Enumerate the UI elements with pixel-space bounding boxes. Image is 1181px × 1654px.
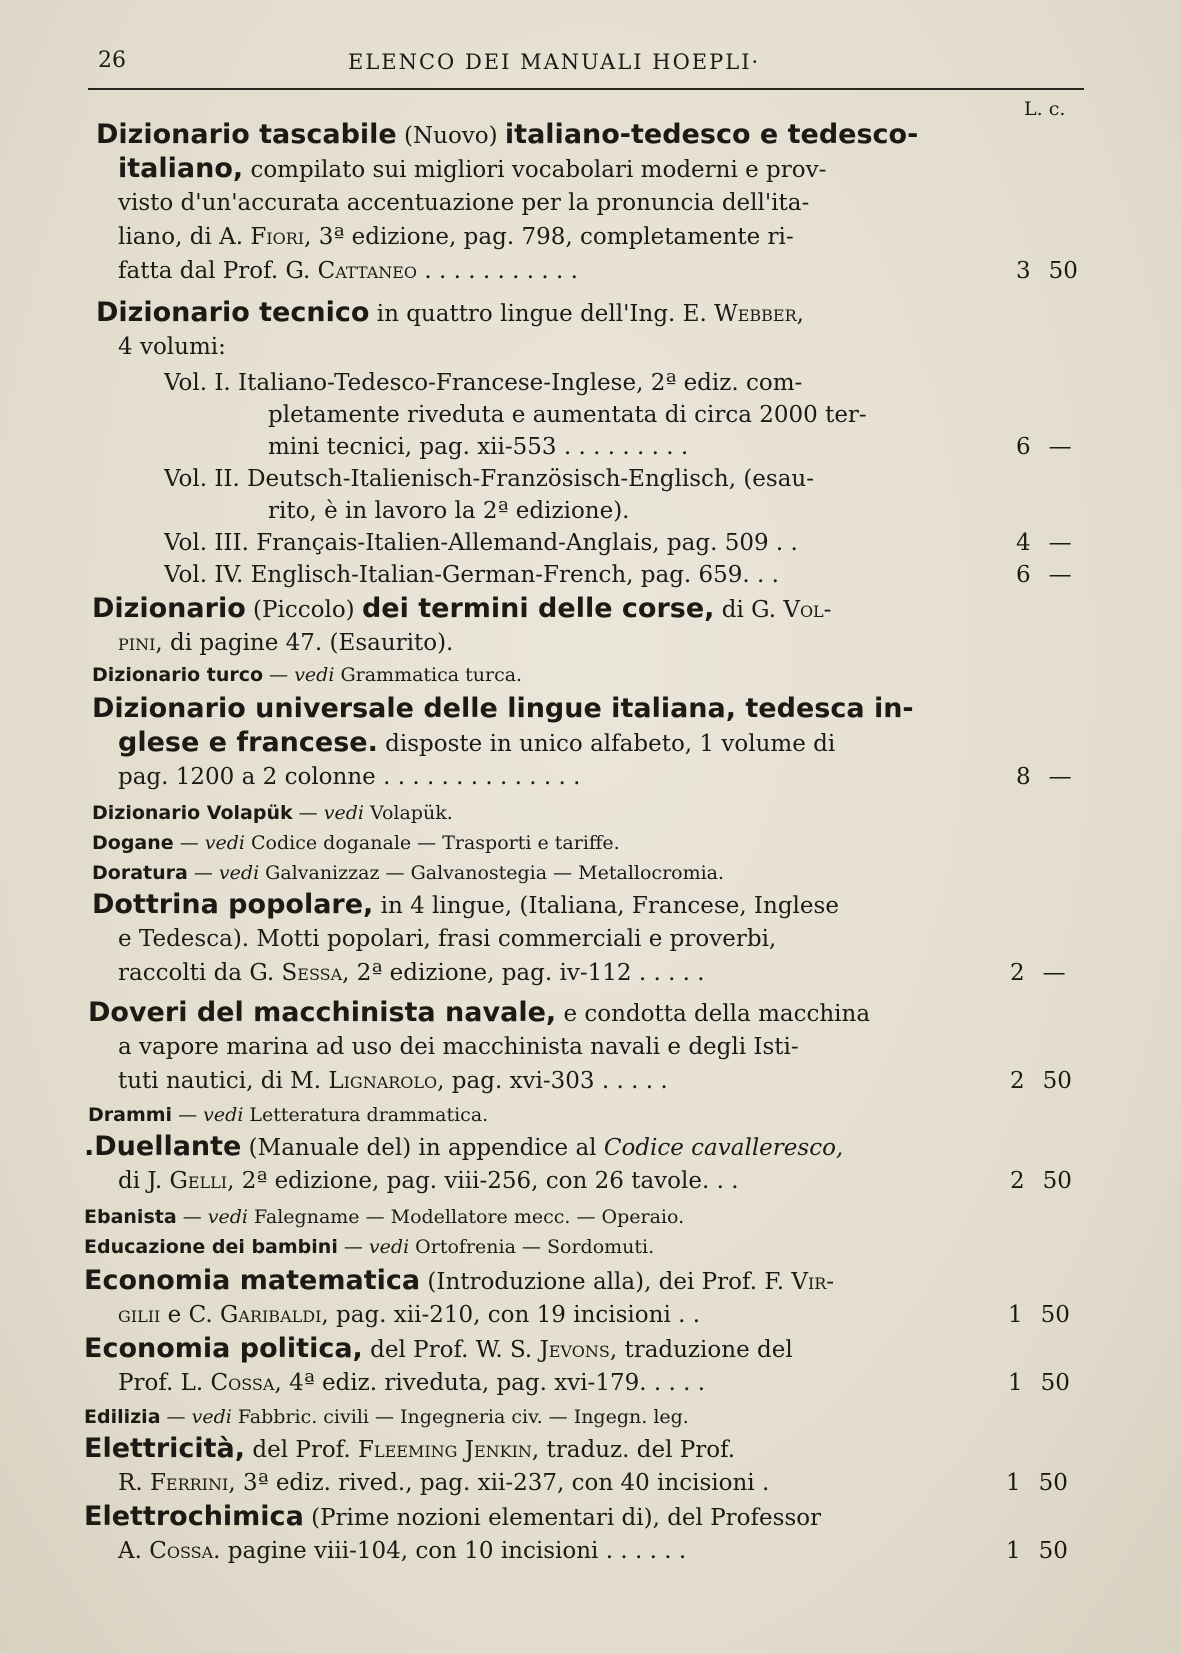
entry-headword: .Duellante [84,1131,242,1162]
price-cents: — [1042,960,1066,986]
price-lire: 4 [1016,530,1031,556]
entry-text: , traduz. del Prof. [531,1437,736,1463]
price-lire: 2 [1010,1068,1025,1094]
entry-headword: Doratura [92,862,188,884]
entry-text: Vol. II. Deutsch-Italienisch-Französisch-Englisch, (esau- [164,466,815,492]
entry-text: rito, è in lavoro la 2ª edizione). [268,498,630,524]
entry-text: e condotta della macchina [556,1001,871,1027]
entry-headword: Ebanista [84,1206,177,1228]
entry-text: Ortofrenia — Sordomuti. [409,1236,655,1258]
entry-text: (Nuovo) [396,123,505,149]
price [1010,956,1069,990]
entry-text: del Prof. [245,1437,358,1463]
entry-line [92,658,522,692]
entry-text: Prof. L. [118,1370,211,1396]
cross-reference: vedi [203,1104,244,1126]
currency-label: L. c. [1024,98,1066,120]
entry-text: , di pagine 47. (Esaurito). [155,630,454,656]
entry-text: — [173,832,205,854]
price-lire: 6 [1016,562,1031,588]
entry-headword: Dogane [92,832,174,854]
entry-text: . pagine viii-104, con 10 incisioni . . . . . . [213,1538,687,1564]
entry-text: a vapore marina ad uso dei macchinista navali e degli Isti- [118,1034,799,1060]
entry-text: A. [118,1538,150,1564]
cross-reference: vedi [207,1206,248,1228]
entry-line [92,692,914,726]
entry-text: Vol. I. Italiano-Tedesco-Francese-Inglese, 2ª ediz. com- [164,370,803,396]
author-name: Garibaldi [220,1302,322,1328]
cross-reference: vedi [191,1406,232,1428]
entry-text: in quattro lingue dell'Ing. E. [369,301,715,327]
entry-headword: Dizionario turco [92,664,264,686]
entry-text: (Introduzione alla), dei Prof. F. [420,1269,792,1295]
author-name: Cossa [149,1538,214,1564]
entry-text: — [160,1406,192,1428]
cross-reference: vedi [368,1236,410,1258]
entry-line [118,1534,686,1568]
author-name: Lignarolo [328,1068,438,1094]
entry-line [84,1230,654,1264]
price [1016,558,1075,592]
entry-text: fatta dal Prof. G. [118,258,318,284]
leader-dots: . . . . . . . . . . . [417,258,578,284]
entry-line [84,1130,843,1164]
price-cents: — [1048,530,1072,556]
price-lire: 6 [1016,434,1031,460]
entry-text: e Tedesca). Motti popolari, frasi commerciali e proverbi, [118,926,777,952]
entry-line [118,1366,705,1400]
entry-text: in 4 lingue, (Italiana, Francese, Inglese [373,893,839,919]
entry-headword: Economia matematica [84,1265,421,1296]
entry-text: — [263,664,295,686]
price-lire: 2 [1010,1168,1025,1194]
price [1010,1064,1072,1098]
entry-text: Codice doganale — Trasporti e tariffe. [244,832,620,854]
entry-text: liano, di A. [118,224,251,250]
entry-headword: Edilizia [84,1406,161,1428]
entry-line [92,592,831,626]
entry-line [96,118,918,152]
price-cents: 50 [1040,1302,1070,1328]
entry-text: e C. [160,1302,221,1328]
author-name: Sessa [281,960,343,986]
entry-headword: Dottrina popolare, [92,889,374,920]
entry-text: di J. [118,1168,170,1194]
entry-line [84,1200,684,1234]
author-name: Fiori [250,224,305,250]
entry-line [118,1298,700,1332]
cross-reference: vedi [204,832,245,854]
price-lire: 1 [1008,1370,1023,1396]
entry-text: , pag. xii-210, con 19 incisioni . . [321,1302,701,1328]
entry-text: , 3ª edizione, pag. 798, completamente ri- [304,224,794,250]
entry-text: (Piccolo) [245,597,362,623]
price [1008,1366,1070,1400]
entry-text: , 2ª edizione, pag. viii-256, con 26 tavole. . . [227,1168,739,1194]
entry-text: raccolti da G. [118,960,282,986]
entry-headword: Dizionario tascabile [96,119,397,150]
entry-line [96,296,804,330]
price-lire: 2 [1010,960,1025,986]
entry-line [118,1164,739,1198]
series-title: Codice cavalleresco, [603,1135,844,1161]
entry-text: Fabbric. civili — Ingegneria civ. — Ingegn. leg. [231,1406,689,1428]
author-name: Fleeming Jenkin [358,1437,532,1463]
entry-headword: Elettrochimica [84,1501,304,1532]
price-cents: — [1048,434,1072,460]
price-cents: 50 [1042,1168,1072,1194]
entry-text: , 3ª ediz. rived., pag. xii-237, con 40 incisioni . [228,1470,770,1496]
price-cents: 50 [1038,1538,1068,1564]
header-rule [88,88,1084,90]
entry-text: Letteratura drammatica. [243,1104,489,1126]
author-name: Cossa [210,1370,275,1396]
entry-line [92,888,839,922]
entry-text: Galvanizzaz — Galvanostegia — Metallocromia. [259,862,725,884]
price-lire: 1 [1008,1302,1023,1328]
price-lire: 8 [1016,764,1031,790]
entry-line [84,1400,689,1434]
cross-reference: vedi [294,664,335,686]
entry-headword: Educazione dei bambini [84,1236,338,1258]
entry-line [118,1466,769,1500]
entry-text: Volapük. [363,802,453,824]
entry-text: — [337,1236,369,1258]
price [1016,526,1075,560]
price-cents: 50 [1042,1068,1072,1094]
entry-text: Falegname — Modellatore mecc. — Operaio. [247,1206,685,1228]
entry-line [92,796,453,830]
entry-line [88,996,870,1030]
entry-text: pletamente riveduta e aumentata di circa 2000 ter- [268,402,867,428]
price [1016,430,1075,464]
entry-text: — [292,802,324,824]
entry-line [118,626,453,660]
entry-headword: Economia politica, [84,1333,363,1364]
page-number: 26 [98,48,126,73]
entry-text: — [187,862,219,884]
price-cents: 50 [1048,258,1078,284]
author-name: Vol- [783,597,832,623]
entry-text: , [796,301,804,327]
entry-line [118,956,705,990]
price-cents: — [1048,764,1072,790]
author-name: gilii [118,1302,161,1328]
author-name: Jevons [539,1337,610,1363]
price [1006,1466,1068,1500]
entry-text: 4 volumi: [118,334,226,360]
running-title: ELENCO DEI MANUALI HOEPLI· [348,50,761,74]
entry-line [84,1264,834,1298]
entry-line [118,220,794,254]
entry-text: disposte in unico alfabeto, 1 volume di [377,731,836,757]
entry-headword: glese e francese. [118,727,378,758]
entry-line [92,856,724,890]
entry-line [118,152,826,186]
entry-text: — [176,1206,208,1228]
entry-text: Grammatica turca. [334,664,523,686]
cross-reference: vedi [218,862,260,884]
page-header [98,44,1083,80]
entry-line [88,1098,488,1132]
entry-text: Vol. IV. Englisch-Italian-German-French, pag. 659. . . [164,562,779,588]
entry-text: Vol. III. Français-Italien-Allemand-Anglais, pag. 509 . . [164,530,798,556]
entry-line [84,1500,821,1534]
price-lire: 1 [1006,1538,1021,1564]
price-cents: — [1048,562,1072,588]
entry-headword: Dizionario tecnico [96,297,370,328]
price [1016,254,1078,288]
entry-line [92,826,620,860]
entry-headword: dei termini delle corse, [361,593,715,624]
entry-text: , traduzione del [609,1337,793,1363]
author-name: Gelli [169,1168,228,1194]
entry-headword: Dizionario [92,593,246,624]
entry-headword: Dizionario universale delle lingue italiana, tedesca in- [92,693,914,724]
entry-text: di G. [714,597,784,623]
entry-text: , 2ª edizione, pag. iv-112 . . . . . [342,960,705,986]
author-name: Ferrini [149,1470,229,1496]
entry-text: , 4ª ediz. riveduta, pag. xvi-179. . . . . [274,1370,706,1396]
price [1006,1534,1068,1568]
price [1010,1164,1072,1198]
cross-reference: vedi [323,802,364,824]
entry-line [118,254,578,288]
entry-headword: italiano-tedesco e tedesco- [504,119,919,150]
entry-text: — [172,1104,204,1126]
entry-line [118,1064,668,1098]
entry-text: (Prime nozioni elementari di), del Professor [303,1505,822,1531]
price [1008,1298,1070,1332]
author-name: Vir- [791,1269,835,1295]
entry-text: R. [118,1470,150,1496]
entry-text: compilato sui migliori vocabolari moderni e prov- [243,157,827,183]
entry-headword: Elettricità, [84,1433,246,1464]
entry-text: tuti nautici, di M. [118,1068,329,1094]
entry-headword: Dizionario Volapük [92,802,293,824]
author-name: Webber [714,301,797,327]
entry-headword: Doveri del macchinista navale, [88,997,557,1028]
author-name: Cattaneo [317,258,418,284]
entry-line [84,1332,793,1366]
entry-line [84,1432,735,1466]
price [1016,760,1075,794]
entry-text: pag. 1200 a 2 colonne . . . . . . . . . . . . . . [118,764,581,790]
author-name: pini [118,630,156,656]
entry-headword: italiano, [118,153,244,184]
entry-text: visto d'un'accurata accentuazione per la pronuncia dell'ita- [118,190,810,216]
entry-text: , pag. xvi-303 . . . . . [437,1068,668,1094]
entry-text: del Prof. W. S. [362,1337,540,1363]
entry-text: mini tecnici, pag. xii-553 . . . . . . . . . [268,434,689,460]
entry-headword: Drammi [88,1104,173,1126]
entry-line [118,726,835,760]
entry-text: (Manuale del) in appendice al [241,1135,604,1161]
price-lire: 1 [1006,1470,1021,1496]
price-cents: 50 [1038,1470,1068,1496]
price-cents: 50 [1040,1370,1070,1396]
price-lire: 3 [1016,258,1031,284]
